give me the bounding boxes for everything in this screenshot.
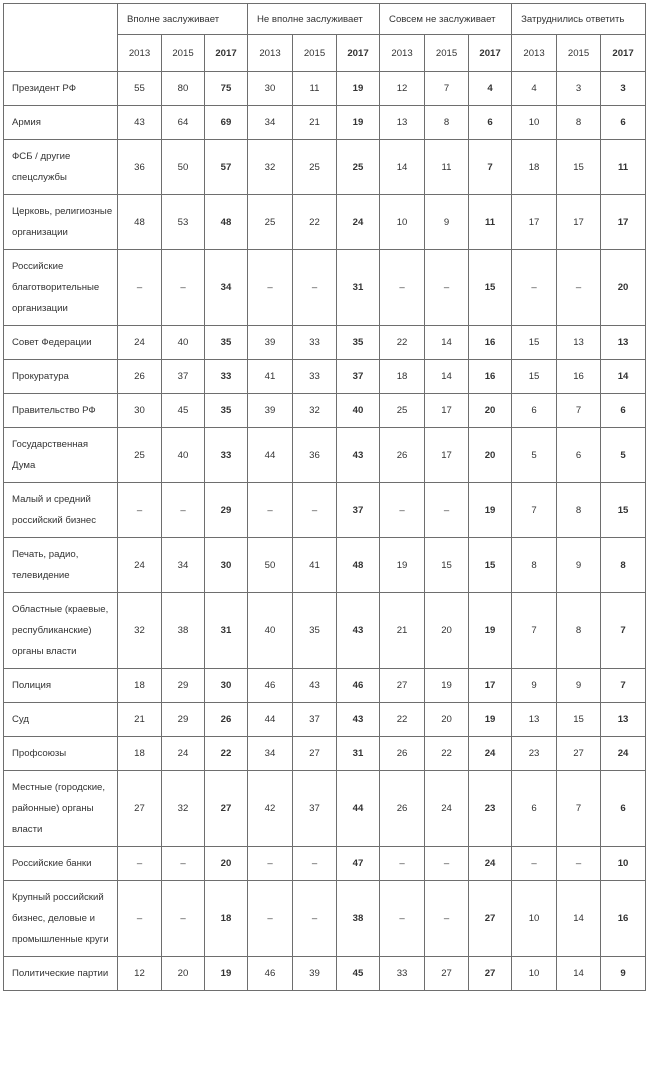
table-row [4, 394, 646, 428]
value-cell: 18 [380, 360, 425, 394]
value-cell: 69 [205, 106, 248, 140]
value-cell: 14 [425, 360, 469, 394]
value-cell: 17 [425, 394, 469, 428]
value-cell: 14 [380, 140, 425, 195]
value-cell: – [380, 847, 425, 881]
value-cell: 29 [162, 669, 205, 703]
value-cell: 10 [380, 195, 425, 250]
institution-label: Полиция [4, 669, 118, 703]
value-cell: 34 [162, 538, 205, 593]
value-cell: 53 [162, 195, 205, 250]
value-cell: 37 [293, 703, 337, 737]
table-row [4, 195, 646, 250]
table-row [4, 593, 646, 669]
value-cell: 43 [118, 106, 162, 140]
value-cell: 8 [425, 106, 469, 140]
value-cell: 15 [512, 360, 557, 394]
value-cell: – [162, 250, 205, 326]
value-cell: 25 [248, 195, 293, 250]
value-cell: 18 [512, 140, 557, 195]
value-cell: 46 [337, 669, 380, 703]
group-header: Вполне заслуживает [118, 4, 248, 35]
value-cell: 19 [469, 593, 512, 669]
value-cell: 7 [601, 593, 646, 669]
group-header: Совсем не заслуживает [380, 4, 512, 35]
value-cell: 31 [337, 250, 380, 326]
value-cell: 22 [380, 703, 425, 737]
value-cell: 7 [557, 771, 601, 847]
table-row [4, 881, 646, 957]
value-cell: 21 [293, 106, 337, 140]
value-cell: 27 [425, 957, 469, 991]
value-cell: 22 [380, 326, 425, 360]
value-cell: 13 [601, 326, 646, 360]
value-cell: 10 [601, 847, 646, 881]
year-header: 2017 [469, 35, 512, 72]
value-cell: 15 [469, 538, 512, 593]
value-cell: 17 [425, 428, 469, 483]
value-cell: – [425, 847, 469, 881]
value-cell: 38 [162, 593, 205, 669]
value-cell: 30 [205, 669, 248, 703]
value-cell: – [380, 881, 425, 957]
value-cell: 33 [293, 326, 337, 360]
institution-label: ФСБ / другие спецслужбы [4, 140, 118, 195]
value-cell: 15 [512, 326, 557, 360]
value-cell: 48 [205, 195, 248, 250]
table-row [4, 140, 646, 195]
value-cell: 15 [557, 703, 601, 737]
value-cell: 33 [293, 360, 337, 394]
value-cell: 21 [380, 593, 425, 669]
value-cell: 12 [380, 72, 425, 106]
value-cell: – [512, 250, 557, 326]
value-cell: 9 [557, 538, 601, 593]
value-cell: 43 [293, 669, 337, 703]
value-cell: 33 [205, 428, 248, 483]
value-cell: – [248, 881, 293, 957]
table-row [4, 106, 646, 140]
value-cell: 14 [557, 957, 601, 991]
institution-label: Армия [4, 106, 118, 140]
value-cell: 8 [557, 483, 601, 538]
institution-label: Правительство РФ [4, 394, 118, 428]
value-cell: 36 [118, 140, 162, 195]
value-cell: 44 [337, 771, 380, 847]
value-cell: 43 [337, 703, 380, 737]
value-cell: – [380, 483, 425, 538]
value-cell: 33 [205, 360, 248, 394]
value-cell: 6 [601, 771, 646, 847]
value-cell: 16 [601, 881, 646, 957]
value-cell: – [118, 250, 162, 326]
value-cell: 14 [425, 326, 469, 360]
institution-label: Прокуратура [4, 360, 118, 394]
value-cell: 39 [293, 957, 337, 991]
value-cell: – [162, 483, 205, 538]
table-row [4, 847, 646, 881]
value-cell: 33 [380, 957, 425, 991]
institution-label: Малый и средний российский бизнес [4, 483, 118, 538]
value-cell: 14 [557, 881, 601, 957]
value-cell: 9 [512, 669, 557, 703]
value-cell: 29 [205, 483, 248, 538]
value-cell: 11 [601, 140, 646, 195]
table-body [4, 72, 646, 991]
value-cell: 19 [469, 483, 512, 538]
value-cell: – [293, 250, 337, 326]
value-cell: 64 [162, 106, 205, 140]
value-cell: 16 [557, 360, 601, 394]
value-cell: 24 [118, 326, 162, 360]
value-cell: 17 [512, 195, 557, 250]
value-cell: 40 [162, 428, 205, 483]
table-row [4, 72, 646, 106]
value-cell: 19 [205, 957, 248, 991]
value-cell: 18 [118, 669, 162, 703]
value-cell: 45 [337, 957, 380, 991]
value-cell: 48 [118, 195, 162, 250]
value-cell: – [162, 847, 205, 881]
value-cell: 36 [293, 428, 337, 483]
year-header: 2013 [118, 35, 162, 72]
value-cell: 13 [380, 106, 425, 140]
value-cell: 8 [557, 593, 601, 669]
table-row [4, 957, 646, 991]
value-cell: 7 [512, 483, 557, 538]
value-cell: 27 [380, 669, 425, 703]
value-cell: 26 [205, 703, 248, 737]
value-cell: 20 [469, 428, 512, 483]
year-header: 2015 [162, 35, 205, 72]
value-cell: 24 [601, 737, 646, 771]
value-cell: – [293, 881, 337, 957]
value-cell: 31 [337, 737, 380, 771]
value-cell: 7 [601, 669, 646, 703]
value-cell: 37 [337, 360, 380, 394]
value-cell: 34 [248, 106, 293, 140]
value-cell: 6 [557, 428, 601, 483]
value-cell: 10 [512, 881, 557, 957]
table-row [4, 483, 646, 538]
value-cell: 44 [248, 428, 293, 483]
value-cell: 48 [337, 538, 380, 593]
value-cell: 15 [557, 140, 601, 195]
value-cell: 22 [205, 737, 248, 771]
value-cell: 46 [248, 957, 293, 991]
value-cell: 57 [205, 140, 248, 195]
value-cell: 45 [162, 394, 205, 428]
value-cell: 39 [248, 326, 293, 360]
value-cell: – [162, 881, 205, 957]
value-cell: – [118, 483, 162, 538]
value-cell: 30 [118, 394, 162, 428]
value-cell: 26 [380, 771, 425, 847]
value-cell: 18 [205, 881, 248, 957]
value-cell: 44 [248, 703, 293, 737]
value-cell: – [425, 483, 469, 538]
value-cell: 26 [118, 360, 162, 394]
value-cell: 24 [118, 538, 162, 593]
value-cell: – [248, 250, 293, 326]
year-header: 2015 [557, 35, 601, 72]
institution-label: Профсоюзы [4, 737, 118, 771]
value-cell: 80 [162, 72, 205, 106]
value-cell: 15 [601, 483, 646, 538]
institution-label: Печать, радио, телевидение [4, 538, 118, 593]
table-row [4, 538, 646, 593]
value-cell: – [557, 847, 601, 881]
value-cell: 34 [205, 250, 248, 326]
value-cell: 4 [469, 72, 512, 106]
value-cell: 43 [337, 428, 380, 483]
table-row [4, 737, 646, 771]
value-cell: 20 [162, 957, 205, 991]
value-cell: 50 [248, 538, 293, 593]
value-cell: 25 [118, 428, 162, 483]
value-cell: 20 [205, 847, 248, 881]
value-cell: – [248, 847, 293, 881]
table-row [4, 669, 646, 703]
institution-label: Областные (краевые, республиканские) органы власти [4, 593, 118, 669]
institution-label: Местные (городские, районные) органы власти [4, 771, 118, 847]
value-cell: 23 [512, 737, 557, 771]
value-cell: 11 [293, 72, 337, 106]
value-cell: 25 [380, 394, 425, 428]
value-cell: 35 [205, 394, 248, 428]
value-cell: 35 [293, 593, 337, 669]
table-row [4, 326, 646, 360]
value-cell: 46 [248, 669, 293, 703]
group-header: Затруднились ответить [512, 4, 646, 35]
value-cell: 24 [162, 737, 205, 771]
value-cell: 20 [425, 593, 469, 669]
value-cell: 19 [469, 703, 512, 737]
institution-label: Политические партии [4, 957, 118, 991]
value-cell: 37 [293, 771, 337, 847]
value-cell: 17 [557, 195, 601, 250]
value-cell: – [118, 881, 162, 957]
value-cell: 5 [512, 428, 557, 483]
value-cell: 26 [380, 428, 425, 483]
value-cell: 20 [469, 394, 512, 428]
value-cell: 7 [557, 394, 601, 428]
year-header: 2013 [248, 35, 293, 72]
value-cell: 35 [205, 326, 248, 360]
value-cell: 17 [601, 195, 646, 250]
year-header: 2017 [337, 35, 380, 72]
value-cell: 6 [469, 106, 512, 140]
institution-label: Российские банки [4, 847, 118, 881]
value-cell: 9 [601, 957, 646, 991]
value-cell: 14 [601, 360, 646, 394]
value-cell: 12 [118, 957, 162, 991]
value-cell: 15 [469, 250, 512, 326]
value-cell: – [557, 250, 601, 326]
value-cell: 24 [337, 195, 380, 250]
year-header: 2013 [380, 35, 425, 72]
value-cell: 75 [205, 72, 248, 106]
year-header: 2015 [293, 35, 337, 72]
value-cell: 40 [248, 593, 293, 669]
value-cell: 6 [601, 394, 646, 428]
value-cell: 32 [248, 140, 293, 195]
institution-label: Совет Федерации [4, 326, 118, 360]
value-cell: 8 [601, 538, 646, 593]
value-cell: 27 [557, 737, 601, 771]
value-cell: 6 [512, 771, 557, 847]
trust-survey-table [3, 3, 646, 991]
institution-label: Российские благотворительные организации [4, 250, 118, 326]
value-cell: 19 [337, 72, 380, 106]
value-cell: 11 [425, 140, 469, 195]
value-cell: 7 [425, 72, 469, 106]
value-cell: 41 [248, 360, 293, 394]
value-cell: 31 [205, 593, 248, 669]
value-cell: 6 [601, 106, 646, 140]
value-cell: 27 [469, 957, 512, 991]
value-cell: 24 [469, 737, 512, 771]
value-cell: 24 [425, 771, 469, 847]
value-cell: 19 [425, 669, 469, 703]
value-cell: 55 [118, 72, 162, 106]
group-header: Не вполне заслуживает [248, 4, 380, 35]
value-cell: – [293, 847, 337, 881]
value-cell: 25 [293, 140, 337, 195]
value-cell: 25 [337, 140, 380, 195]
table-row [4, 250, 646, 326]
year-header: 2015 [425, 35, 469, 72]
value-cell: 41 [293, 538, 337, 593]
value-cell: 6 [512, 394, 557, 428]
value-cell: – [118, 847, 162, 881]
table-row [4, 771, 646, 847]
value-cell: 26 [380, 737, 425, 771]
value-cell: 3 [601, 72, 646, 106]
value-cell: 37 [337, 483, 380, 538]
value-cell: 23 [469, 771, 512, 847]
value-cell: 22 [293, 195, 337, 250]
corner-cell [4, 4, 118, 72]
value-cell: 27 [469, 881, 512, 957]
value-cell: 10 [512, 957, 557, 991]
group-header-row [4, 4, 646, 35]
institution-label: Президент РФ [4, 72, 118, 106]
value-cell: – [512, 847, 557, 881]
value-cell: 13 [601, 703, 646, 737]
value-cell: 9 [557, 669, 601, 703]
value-cell: 8 [512, 538, 557, 593]
value-cell: 7 [469, 140, 512, 195]
value-cell: 18 [118, 737, 162, 771]
value-cell: – [425, 250, 469, 326]
year-header: 2017 [601, 35, 646, 72]
value-cell: – [425, 881, 469, 957]
value-cell: 34 [248, 737, 293, 771]
value-cell: 21 [118, 703, 162, 737]
institution-label: Крупный российский бизнес, деловые и промышленные круги [4, 881, 118, 957]
value-cell: 16 [469, 326, 512, 360]
value-cell: 35 [337, 326, 380, 360]
value-cell: 32 [162, 771, 205, 847]
value-cell: 43 [337, 593, 380, 669]
value-cell: 3 [557, 72, 601, 106]
value-cell: 40 [337, 394, 380, 428]
value-cell: 10 [512, 106, 557, 140]
value-cell: 30 [205, 538, 248, 593]
value-cell: 42 [248, 771, 293, 847]
value-cell: 19 [380, 538, 425, 593]
value-cell: 19 [337, 106, 380, 140]
value-cell: 4 [512, 72, 557, 106]
value-cell: 9 [425, 195, 469, 250]
value-cell: 47 [337, 847, 380, 881]
value-cell: 27 [118, 771, 162, 847]
value-cell: 39 [248, 394, 293, 428]
value-cell: 32 [118, 593, 162, 669]
value-cell: 20 [601, 250, 646, 326]
value-cell: 11 [469, 195, 512, 250]
value-cell: 15 [425, 538, 469, 593]
value-cell: 30 [248, 72, 293, 106]
value-cell: 7 [512, 593, 557, 669]
value-cell: 27 [205, 771, 248, 847]
value-cell: 38 [337, 881, 380, 957]
value-cell: 40 [162, 326, 205, 360]
table-row [4, 428, 646, 483]
value-cell: 32 [293, 394, 337, 428]
value-cell: 13 [512, 703, 557, 737]
value-cell: 16 [469, 360, 512, 394]
value-cell: 24 [469, 847, 512, 881]
value-cell: 17 [469, 669, 512, 703]
table-row [4, 360, 646, 394]
value-cell: – [380, 250, 425, 326]
institution-label: Суд [4, 703, 118, 737]
value-cell: 13 [557, 326, 601, 360]
value-cell: 20 [425, 703, 469, 737]
year-header: 2013 [512, 35, 557, 72]
table-row [4, 703, 646, 737]
year-header: 2017 [205, 35, 248, 72]
value-cell: – [293, 483, 337, 538]
value-cell: 37 [162, 360, 205, 394]
institution-label: Государственная Дума [4, 428, 118, 483]
value-cell: 8 [557, 106, 601, 140]
value-cell: 5 [601, 428, 646, 483]
value-cell: – [248, 483, 293, 538]
value-cell: 27 [293, 737, 337, 771]
institution-label: Церковь, религиозные организации [4, 195, 118, 250]
value-cell: 22 [425, 737, 469, 771]
value-cell: 29 [162, 703, 205, 737]
value-cell: 50 [162, 140, 205, 195]
